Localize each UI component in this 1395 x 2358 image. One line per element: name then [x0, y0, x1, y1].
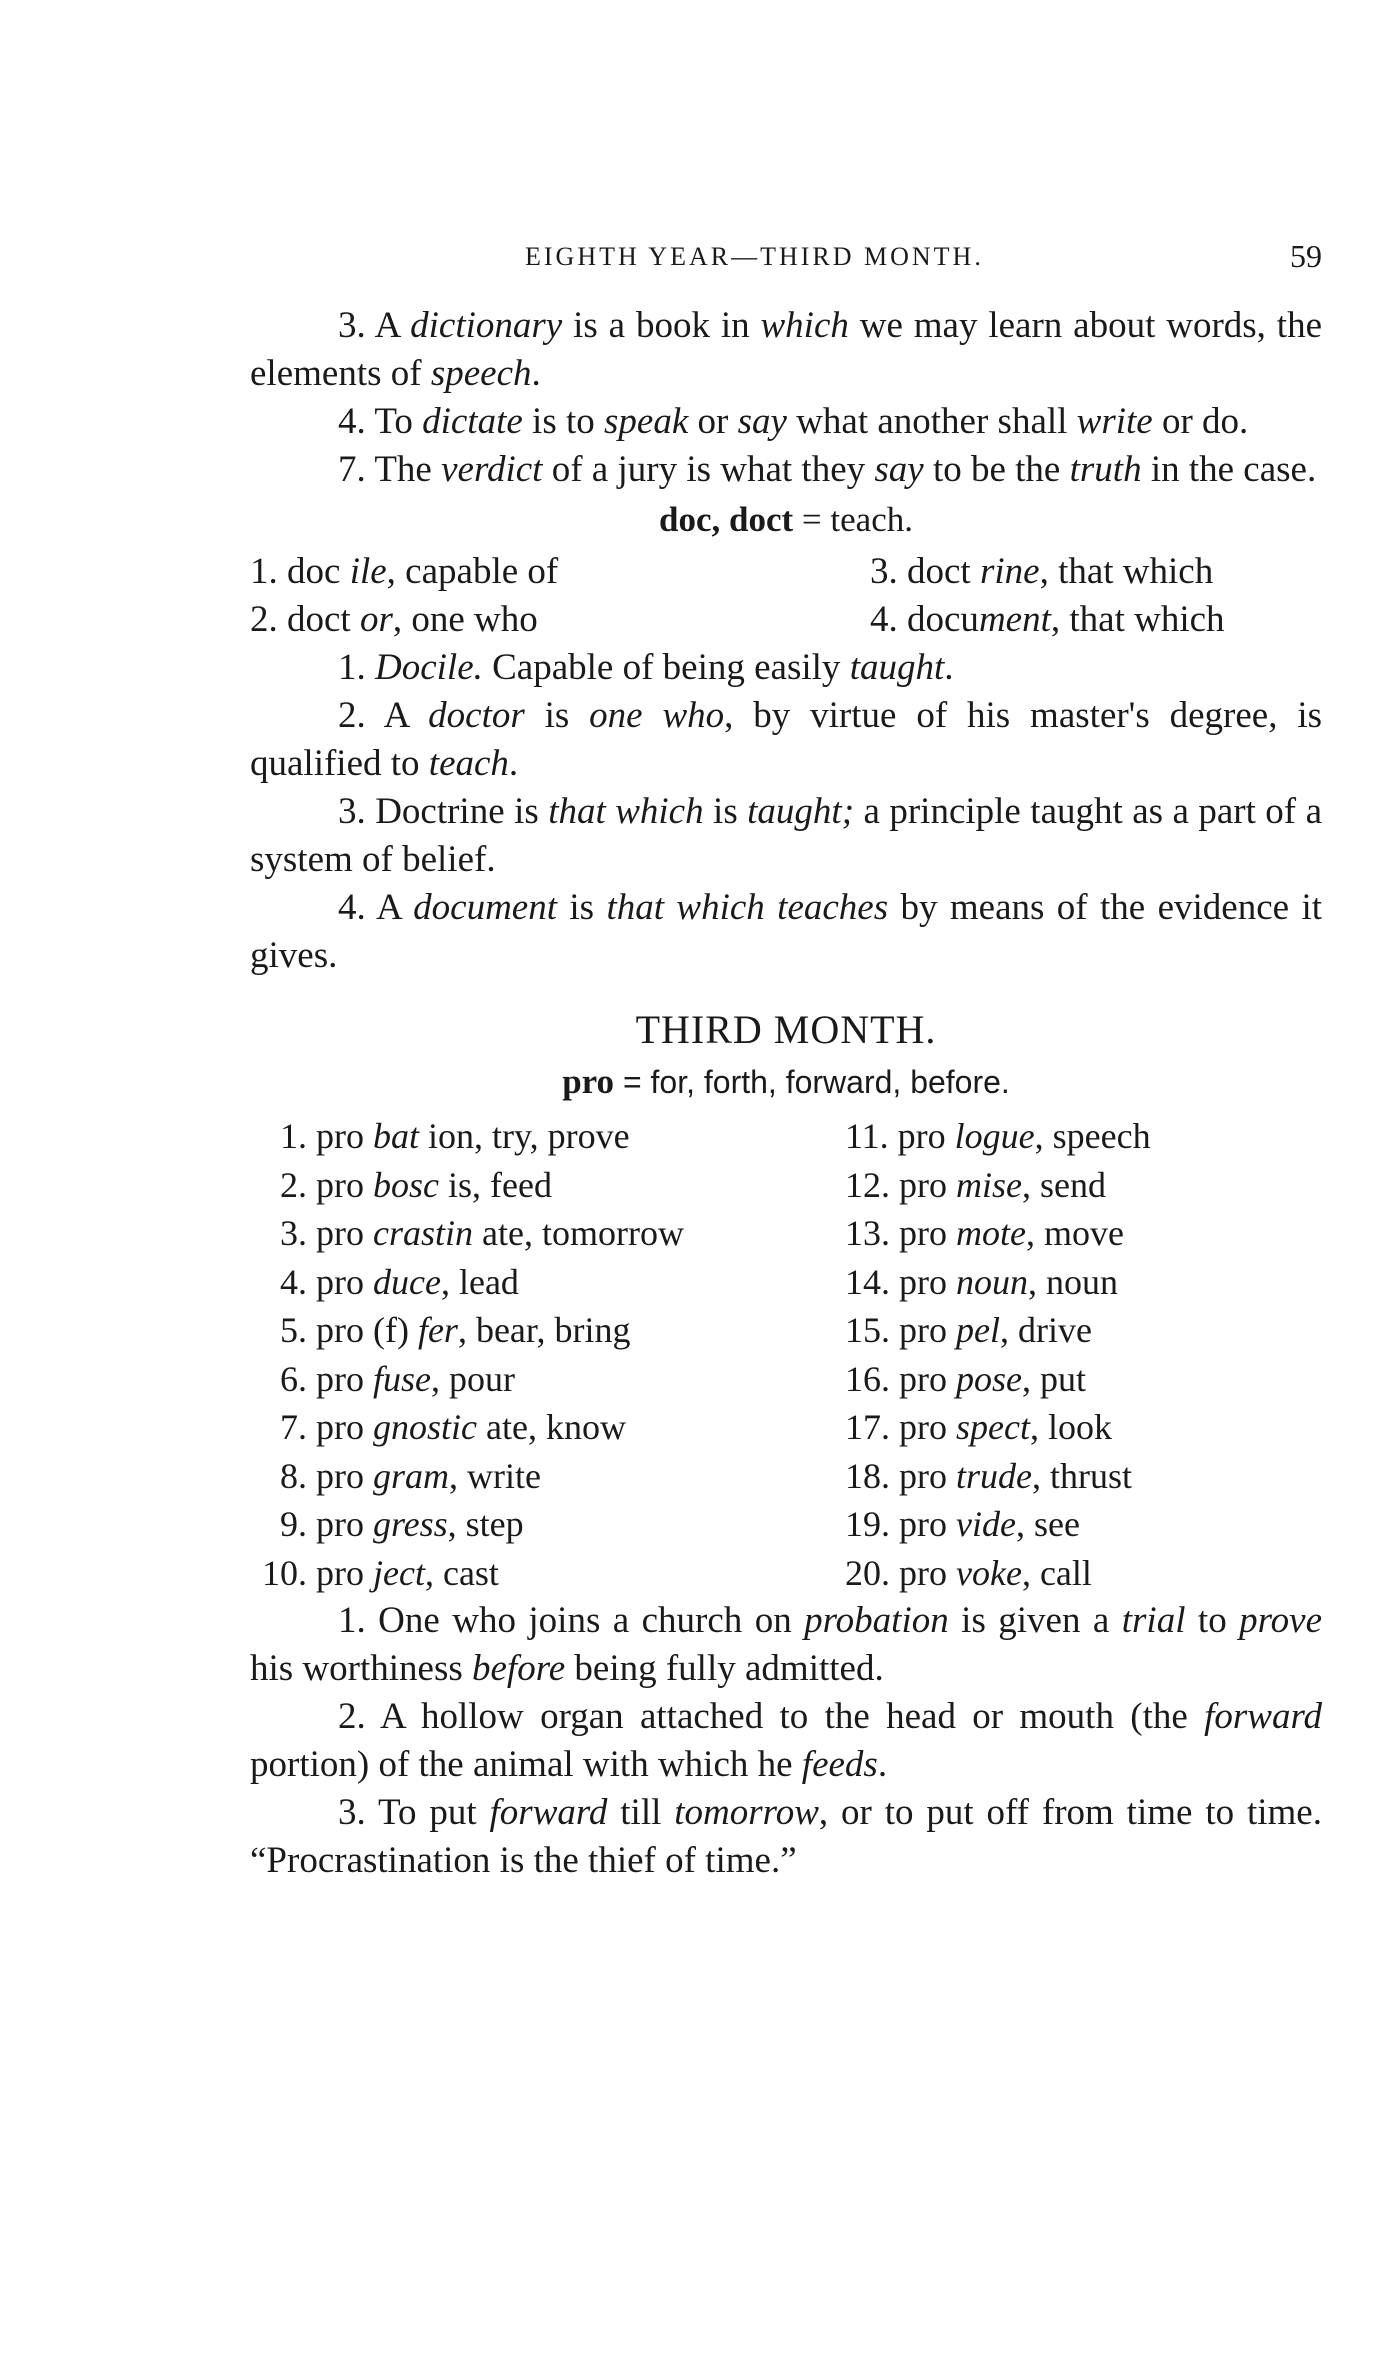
list-item: 7. pro gnostic ate, know: [280, 1407, 626, 1447]
pro-word-list: [250, 1112, 1322, 1597]
page-body: [250, 302, 1322, 1885]
paragraph-dictionary: 3. A dictionary is a book in which we may learn about words, the elements of speech.: [250, 305, 1322, 394]
list-item: 4. pro duce, lead: [280, 1261, 519, 1302]
running-title: EIGHTH YEAR—THIRD MONTH.: [525, 242, 984, 271]
definition-probation: 1. One who joins a church on probation is given a trial to prove his worthiness before being fully admitted.: [250, 1600, 1323, 1689]
list-item: 11. pro logue, speech: [845, 1116, 1151, 1156]
list-item: 6. pro fuse, pour: [280, 1358, 515, 1399]
definition-doctrine: 3. Doctrine is that which is taught; a principle taught as a part of a system of belief.: [250, 791, 1322, 880]
list-item: 4. document, that which: [870, 599, 1225, 640]
list-item: 18. pro trude, thrust: [845, 1455, 1133, 1496]
list-item: 15. pro pel, drive: [845, 1310, 1092, 1350]
page-number: 59: [1290, 238, 1322, 274]
list-item: 1. doc ile, capable of: [250, 551, 559, 592]
list-item: 5. pro (f) fer, bear, bring: [280, 1310, 631, 1350]
definition-proboscis: 2. A hollow organ attached to the head or mouth (the forward portion) of the animal with which he feeds.: [250, 1696, 1322, 1785]
root-heading-pro: pro = for, forth, forward, before.: [562, 1062, 1010, 1101]
list-item: 9. pro gress, step: [280, 1504, 524, 1544]
list-item: 3. doct rine, that which: [870, 551, 1214, 592]
list-item: 19. pro vide, see: [845, 1504, 1080, 1544]
doc-word-list: [250, 548, 1322, 644]
list-item: 1. pro bat ion, try, prove: [280, 1116, 630, 1156]
paragraph-verdict: 7. The verdict of a jury is what they say to be the truth in the case.: [338, 449, 1317, 490]
list-item: 10. pro ject, cast: [262, 1552, 499, 1593]
list-item: 2. doct or, one who: [250, 599, 538, 640]
list-item: 20. pro voke, call: [845, 1552, 1092, 1593]
list-item: 8. pro gram, write: [280, 1455, 541, 1496]
list-item: 13. pro mote, move: [845, 1213, 1124, 1253]
list-item: 17. pro spect, look: [845, 1407, 1112, 1447]
section-title: THIRD MONTH.: [635, 1007, 937, 1052]
pro-left-column: [250, 1112, 845, 1597]
list-item: 14. pro noun, noun: [845, 1261, 1118, 1302]
list-item: 3. pro crastin ate, tomorrow: [280, 1213, 684, 1253]
definition-document: 4. A document is that which teaches by means of the evidence it gives.: [250, 887, 1322, 976]
definition-docile: 1. Docile. Capable of being easily taught.: [338, 647, 954, 688]
root-heading-doc: doc, doct = teach.: [659, 500, 913, 539]
list-item: 16. pro pose, put: [845, 1358, 1087, 1399]
paragraph-dictate: 4. To dictate is to speak or say what another shall write or do.: [338, 401, 1249, 442]
running-header: [250, 238, 1322, 282]
definition-doctor: 2. A doctor is one who, by virtue of his master's degree, is qualified to teach.: [250, 695, 1323, 784]
list-item: 2. pro bosc is, feed: [280, 1164, 552, 1205]
pro-right-column: [845, 1112, 1322, 1597]
definition-procrastinate: 3. To put forward till tomorrow, or to put off from time to time. “Procrastination is the thief of time.”: [250, 1792, 1322, 1881]
list-item: 12. pro mise, send: [845, 1164, 1106, 1205]
